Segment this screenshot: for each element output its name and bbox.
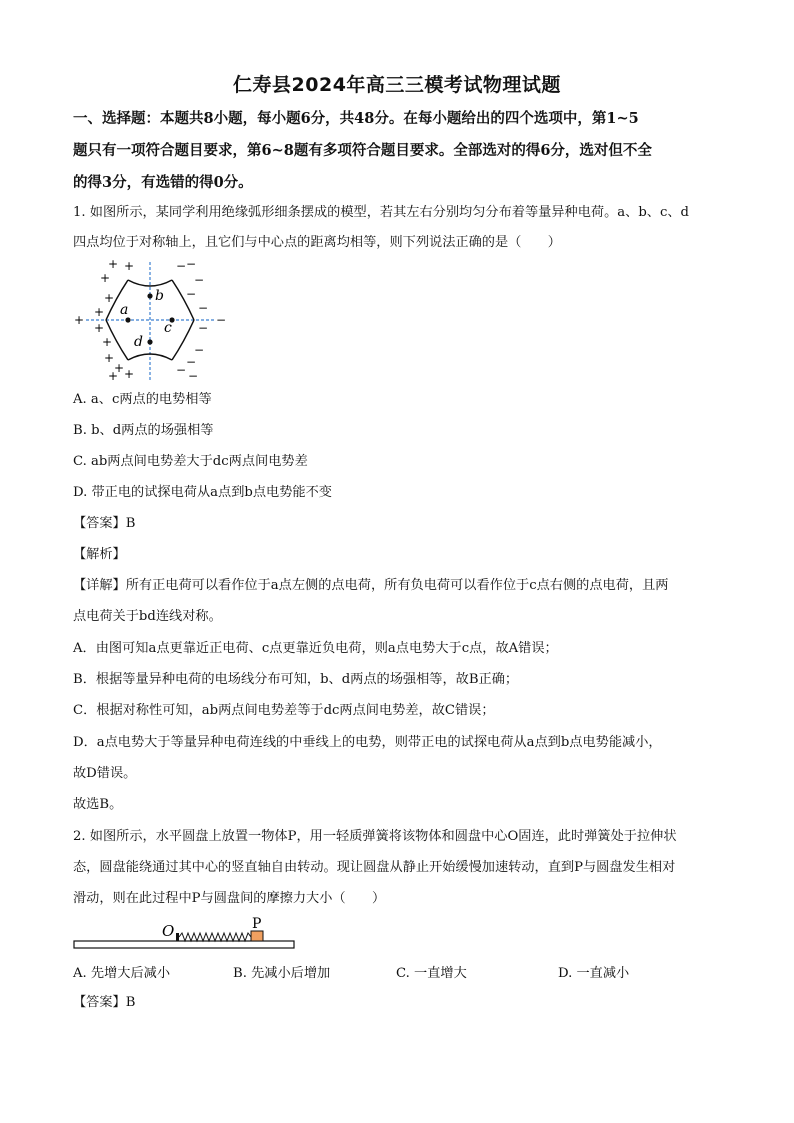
minus-sign: − [186, 258, 197, 271]
section-instructions-line-3: 的得3分，有选错的得0分。 [73, 174, 253, 191]
q1-detail-b: B．根据等量异种电荷的电场线分布可知，b、d两点的场强相等，故B正确； [73, 672, 519, 687]
label-a: a [120, 302, 129, 318]
label-c: c [164, 320, 172, 336]
label-b: b [155, 288, 164, 304]
label-p: P [252, 916, 262, 932]
label-o: O [162, 922, 175, 940]
plus-sign: + [74, 313, 85, 327]
q1-option-d: D. 带正电的试探电荷从a点到b点电势能不变 [73, 485, 332, 500]
q1-detail-c: C．根据对称性可知，ab两点间电势差等于dc两点间电势差，故C错误； [73, 703, 495, 718]
q1-charge-figure [72, 258, 232, 384]
minus-sign: − [198, 321, 209, 335]
block-p [251, 931, 263, 941]
minus-sign: − [198, 301, 209, 315]
minus-sign: − [176, 363, 187, 377]
q2-disk-figure [72, 912, 300, 952]
q2-stem-line-2: 态，圆盘能绕通过其中心的竖直轴自由转动。现让圆盘从静止开始缓慢加速转动，直到P与圆盘发生相对 [73, 860, 676, 875]
q1-stem-line-2: 四点均位于对称轴上，且它们与中心点的距离均相等，则下列说法正确的是（ ） [73, 235, 561, 250]
label-d: d [134, 334, 143, 350]
q2-stem-line-3: 滑动，则在此过程中P与圆盘间的摩擦力大小（ ） [73, 891, 386, 906]
plus-sign: + [108, 258, 119, 271]
q1-option-a: A. a、c两点的电势相等 [73, 392, 212, 407]
minus-sign: − [186, 355, 197, 369]
q2-option-a: A. 先增大后减小 [73, 966, 171, 981]
q1-analysis-tag: 【解析】 [73, 547, 126, 562]
plus-sign: + [104, 291, 115, 305]
q2-option-d: D. 一直减小 [558, 966, 630, 981]
plus-sign: + [100, 271, 111, 285]
q2-option-b: B. 先减小后增加 [233, 966, 331, 981]
q1-conclusion: 故选B。 [73, 797, 123, 812]
plus-sign: + [114, 361, 125, 375]
q1-detail-d-line-2: 故D错误。 [73, 766, 137, 781]
section-instructions-line-1: 一、选择题：本题共8小题，每小题6分，共48分。在每小题给出的四个选项中，第1~5 [73, 110, 639, 127]
q1-detail-a: A．由图可知a点更靠近正电荷、c点更靠近负电荷，则a点电势大于c点，故A错误； [73, 641, 558, 656]
q1-answer: 【答案】B [73, 516, 136, 531]
plus-sign: + [102, 335, 113, 349]
section-instructions-line-2: 题只有一项符合题目要求，第6~8题有多项符合题目要求。全部选对的得6分，选对但不全 [73, 142, 652, 159]
point-a-dot [125, 317, 130, 322]
minus-sign: − [216, 313, 227, 327]
q2-option-c: C. 一直增大 [396, 966, 467, 981]
q1-detail-line-1: 【详解】所有正电荷可以看作位于a点左侧的点电荷，所有负电荷可以看作位于c点右侧的点电荷，且两 [73, 578, 669, 593]
q1-option-c: C. ab两点间电势差大于dc两点间电势差 [73, 454, 308, 469]
page-title: 仁寿县2024年高三三模考试物理试题 [233, 74, 561, 96]
minus-sign: − [188, 369, 199, 383]
q2-stem-line-1: 2. 如图所示，水平圆盘上放置一物体P，用一轻质弹簧将该物体和圆盘中心O固连，此时弹簧处于拉伸状 [73, 829, 677, 844]
minus-sign: − [194, 273, 205, 287]
plus-sign: + [94, 305, 105, 319]
q1-stem-line-1: 1. 如图所示，某同学利用绝缘弧形细条摆成的模型，若其左右分别均匀分布着等量异种电荷。a、b、c、d [73, 205, 689, 220]
center-post [176, 933, 179, 941]
q2-answer: 【答案】B [73, 995, 136, 1010]
plus-sign: + [108, 369, 119, 383]
q1-detail-d-line-1: D．a点电势大于等量异种电荷连线的中垂线上的电势，则带正电的试探电荷从a点到b点电势能减小， [73, 735, 662, 750]
minus-sign: − [186, 287, 197, 301]
q1-option-b: B. b、d两点的场强相等 [73, 423, 214, 438]
minus-sign: − [176, 259, 187, 273]
plus-sign: + [124, 367, 135, 381]
point-d-dot [147, 339, 152, 344]
spring [179, 933, 251, 941]
minus-sign: − [194, 343, 205, 357]
plus-sign: + [104, 351, 115, 365]
disk-plate [74, 941, 294, 948]
point-b-dot [147, 293, 152, 298]
q1-detail-line-2: 点电荷关于bd连线对称。 [73, 609, 222, 624]
plus-sign: + [124, 259, 135, 273]
plus-sign: + [94, 321, 105, 335]
